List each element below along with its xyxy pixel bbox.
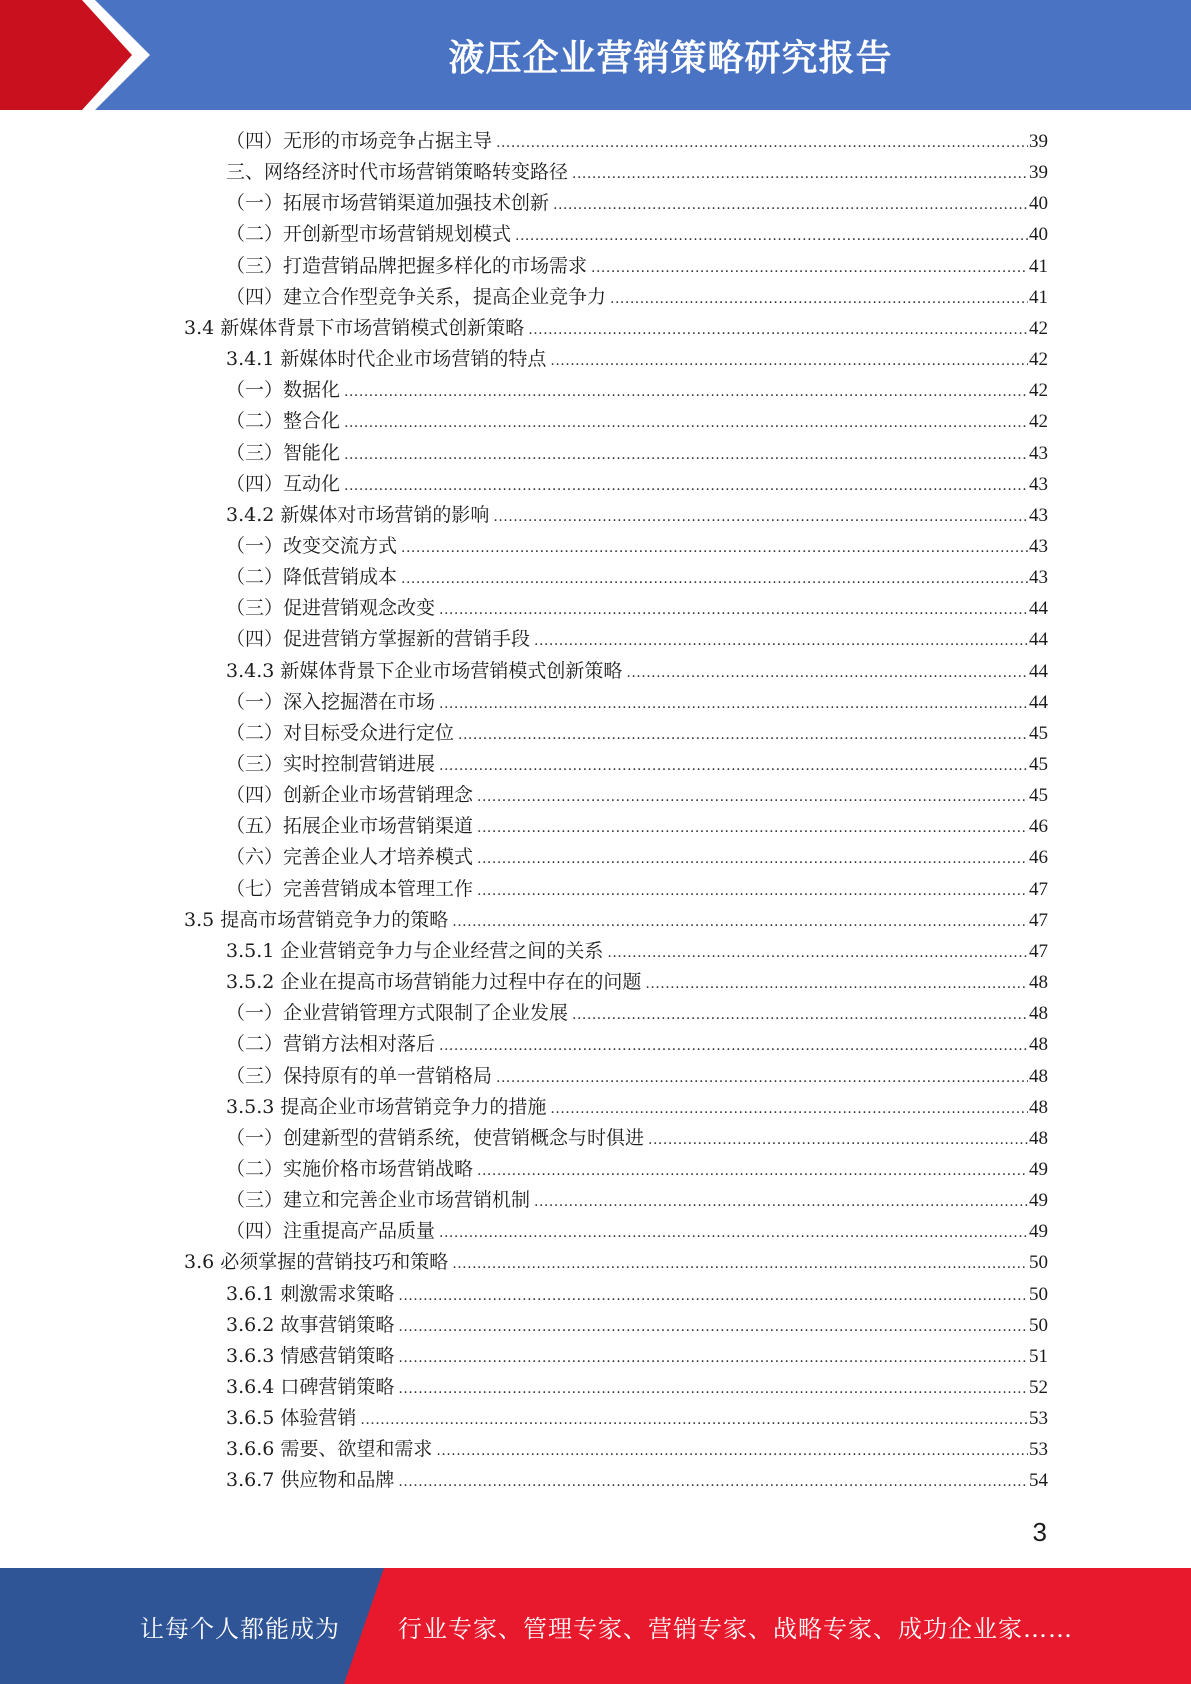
toc-entry-page: 41: [1029, 287, 1048, 308]
toc-dot-leader: [645, 969, 1028, 1000]
toc-dot-leader: [534, 1187, 1028, 1218]
toc-entry-page: 45: [1029, 754, 1048, 775]
toc-entry-label: （一）数据化: [226, 379, 341, 401]
toc-entry[interactable]: [226, 1185, 1048, 1216]
toc-dot-leader: [344, 408, 1028, 439]
toc-entry-label: 3.4.1 新媒体时代企业市场营销的特点: [226, 348, 547, 370]
toc-entry-label: （二）整合化: [226, 410, 341, 432]
toc-entry-page: 46: [1029, 816, 1048, 837]
toc-entry-label: 3.6.1 刺激需求策略: [226, 1283, 395, 1305]
toc-dot-leader: [477, 782, 1028, 813]
toc-entry-label: （四）促进营销方掌握新的营销手段: [226, 628, 531, 650]
toc-entry-page: 40: [1029, 193, 1048, 214]
toc-entry[interactable]: [226, 780, 1048, 811]
toc-entry-label: （七）完善营销成本管理工作: [226, 878, 474, 900]
toc-entry[interactable]: [226, 1434, 1048, 1465]
toc-entry-page: 43: [1029, 567, 1048, 588]
toc-entry-label: （二）营销方法相对落后: [226, 1033, 436, 1055]
toc-dot-leader: [344, 377, 1028, 408]
toc-dot-leader: [477, 876, 1028, 907]
toc-entry-label: （四）无形的市场竞争占据主导: [226, 130, 493, 152]
toc-entry-page: 49: [1029, 1159, 1048, 1180]
toc-entry-label: （二）降低营销成本: [226, 566, 398, 588]
toc-entry-page: 43: [1029, 536, 1048, 557]
toc-dot-leader: [458, 720, 1028, 751]
toc-entry-label: （一）深入挖掘潜在市场: [226, 691, 436, 713]
toc-dot-leader: [607, 938, 1028, 969]
toc-entry[interactable]: [226, 1279, 1048, 1310]
toc-entry[interactable]: [226, 406, 1048, 437]
toc-entry-page: 48: [1029, 1003, 1048, 1024]
toc-dot-leader: [398, 1343, 1028, 1374]
toc-dot-leader: [360, 1405, 1028, 1436]
toc-entry-label: 3.6.3 情感营销策略: [226, 1345, 395, 1367]
toc-entry-label: （四）建立合作型竞争关系，提高企业竞争力: [226, 286, 607, 308]
toc-entry[interactable]: [226, 593, 1048, 624]
toc-dot-leader: [477, 813, 1028, 844]
toc-dot-leader: [398, 1281, 1028, 1312]
page-header: [0, 0, 1191, 110]
toc-entry-page: 48: [1029, 1034, 1048, 1055]
toc-dot-leader: [477, 844, 1028, 875]
toc-entry-page: 47: [1029, 941, 1048, 962]
toc-entry-label: （三）实时控制营销进展: [226, 753, 436, 775]
toc-dot-leader: [398, 1374, 1028, 1405]
toc-entry[interactable]: [226, 998, 1048, 1029]
toc-dot-leader: [493, 502, 1028, 533]
toc-entry-label: （三）智能化: [226, 442, 341, 464]
toc-entry-page: 42: [1029, 380, 1048, 401]
toc-entry[interactable]: [226, 1154, 1048, 1185]
toc-entry-label: （五）拓展企业市场营销渠道: [226, 815, 474, 837]
toc-entry[interactable]: [226, 375, 1048, 406]
toc-dot-leader: [398, 1467, 1028, 1498]
toc-dot-leader: [626, 658, 1028, 689]
toc-dot-leader: [553, 190, 1028, 221]
toc-entry-page: 50: [1029, 1252, 1048, 1273]
toc-entry-page: 50: [1029, 1284, 1048, 1305]
toc-entry-page: 39: [1029, 162, 1048, 183]
toc-entry-label: 3.5.1 企业营销竞争力与企业经营之间的关系: [226, 940, 604, 962]
toc-dot-leader: [344, 471, 1028, 502]
toc-entry[interactable]: [226, 157, 1048, 188]
toc-entry-page: 44: [1029, 629, 1048, 650]
toc-dot-leader: [401, 564, 1028, 595]
toc-entry[interactable]: [226, 842, 1048, 873]
toc-dot-leader: [398, 1312, 1028, 1343]
toc-entry-label: （四）创新企业市场营销理念: [226, 784, 474, 806]
toc-entry[interactable]: [226, 811, 1048, 842]
toc-dot-leader: [534, 626, 1028, 657]
toc-entry-label: 三、网络经济时代市场营销策略转变路径: [226, 161, 569, 183]
toc-entry-page: 47: [1029, 910, 1048, 931]
toc-entry[interactable]: [226, 1123, 1048, 1154]
toc-entry[interactable]: [226, 936, 1048, 967]
toc-entry-page: 53: [1029, 1408, 1048, 1429]
toc-dot-leader: [591, 253, 1028, 284]
toc-entry-page: 42: [1029, 349, 1048, 370]
toc-entry-label: （四）互动化: [226, 473, 341, 495]
toc-dot-leader: [496, 1063, 1028, 1094]
toc-entry-label: 3.5 提高市场营销竞争力的策略: [184, 909, 449, 931]
toc-entry-page: 48: [1029, 1097, 1048, 1118]
toc-entry-label: 3.4 新媒体背景下市场营销模式创新策略: [184, 317, 525, 339]
toc-entry[interactable]: [226, 749, 1048, 780]
toc-entry[interactable]: [226, 656, 1048, 687]
toc-entry-page: 49: [1029, 1190, 1048, 1211]
toc-entry[interactable]: [226, 874, 1048, 905]
toc-entry-label: （三）促进营销观念改变: [226, 597, 436, 619]
toc-entry[interactable]: [226, 1092, 1048, 1123]
toc-entry[interactable]: [184, 905, 1048, 936]
toc-entry[interactable]: [184, 313, 1048, 344]
page-number: 3: [1032, 1517, 1047, 1547]
toc-entry-label: （三）建立和完善企业市场营销机制: [226, 1189, 531, 1211]
toc-entry-label: 3.6.7 供应物和品牌: [226, 1469, 395, 1491]
toc-entry[interactable]: [226, 251, 1048, 282]
toc-entry-page: 44: [1029, 692, 1048, 713]
toc-entry-label: 3.5.3 提高企业市场营销竞争力的措施: [226, 1096, 547, 1118]
footer-slogan-right: 行业专家、管理专家、营销专家、战略专家、成功企业家……: [398, 1614, 1073, 1643]
toc-entry[interactable]: [226, 967, 1048, 998]
toc-dot-leader: [344, 440, 1028, 471]
toc-dot-leader: [496, 128, 1028, 159]
toc-entry-page: 47: [1029, 879, 1048, 900]
toc-entry-page: 40: [1029, 224, 1048, 245]
footer-slogan-left: 让每个人都能成为: [140, 1614, 340, 1643]
toc-dot-leader: [436, 1436, 1028, 1467]
document-title: 液压企业营销策略研究报告: [448, 37, 893, 79]
toc-dot-leader: [439, 1218, 1028, 1249]
toc-entry[interactable]: [226, 344, 1048, 375]
toc-entry[interactable]: [226, 188, 1048, 219]
toc-entry[interactable]: [226, 624, 1048, 655]
toc-entry-label: 3.6.4 口碑营销策略: [226, 1376, 395, 1398]
toc-entry-label: （二）对目标受众进行定位: [226, 722, 455, 744]
toc-entry[interactable]: [226, 469, 1048, 500]
toc-entry[interactable]: [226, 1029, 1048, 1060]
toc-entry-label: （二）实施价格市场营销战略: [226, 1158, 474, 1180]
toc-dot-leader: [528, 315, 1028, 346]
toc-entry-label: 3.6 必须掌握的营销技巧和策略: [184, 1251, 449, 1273]
toc-entry-label: 3.6.5 体验营销: [226, 1407, 357, 1429]
toc-dot-leader: [439, 595, 1028, 626]
toc-dot-leader: [439, 1031, 1028, 1062]
toc-dot-leader: [515, 221, 1028, 252]
toc-entry-page: 44: [1029, 661, 1048, 682]
toc-entry-page: 50: [1029, 1315, 1048, 1336]
toc-entry-label: 3.6.2 故事营销策略: [226, 1314, 395, 1336]
toc-entry-page: 53: [1029, 1439, 1048, 1460]
toc-entry[interactable]: [226, 219, 1048, 250]
toc-entry-page: 39: [1029, 131, 1048, 152]
toc-entry-page: 43: [1029, 505, 1048, 526]
toc-entry-page: 45: [1029, 723, 1048, 744]
toc-dot-leader: [452, 1249, 1028, 1280]
toc-entry-page: 45: [1029, 785, 1048, 806]
toc-entry-page: 41: [1029, 256, 1048, 277]
toc-entry-page: 54: [1029, 1470, 1048, 1491]
toc-entry[interactable]: [226, 126, 1048, 157]
toc-entry[interactable]: [226, 1372, 1048, 1403]
toc-entry-page: 49: [1029, 1221, 1048, 1242]
toc-entry[interactable]: [226, 531, 1048, 562]
toc-dot-leader: [550, 1094, 1028, 1125]
toc-entry-label: （四）注重提高产品质量: [226, 1220, 436, 1242]
toc-entry-page: 48: [1029, 1066, 1048, 1087]
toc-entry-label: （一）企业营销管理方式限制了企业发展: [226, 1002, 569, 1024]
toc-entry-page: 48: [1029, 972, 1048, 993]
toc-entry-label: 3.6.6 需要、欲望和需求: [226, 1438, 433, 1460]
header-arrow-decoration: [0, 0, 160, 110]
toc-entry[interactable]: [226, 438, 1048, 469]
toc-dot-leader: [572, 1000, 1028, 1031]
toc-dot-leader: [439, 751, 1028, 782]
toc-entry-page: 42: [1029, 318, 1048, 339]
toc-entry-page: 43: [1029, 474, 1048, 495]
toc-entry-page: 42: [1029, 411, 1048, 432]
toc-entry-label: （三）打造营销品牌把握多样化的市场需求: [226, 255, 588, 277]
toc-entry[interactable]: [226, 1061, 1048, 1092]
toc-entry-page: 44: [1029, 598, 1048, 619]
toc-entry-label: 3.4.2 新媒体对市场营销的影响: [226, 504, 490, 526]
toc-dot-leader: [648, 1125, 1028, 1156]
toc-entry[interactable]: [226, 282, 1048, 313]
toc-dot-leader: [477, 1156, 1028, 1187]
toc-entry-page: 52: [1029, 1377, 1048, 1398]
toc-dot-leader: [439, 689, 1028, 720]
toc-entry-label: 3.5.2 企业在提高市场营销能力过程中存在的问题: [226, 971, 642, 993]
toc-entry-label: （二）开创新型市场营销规划模式: [226, 223, 512, 245]
toc-entry-label: （一）创建新型的营销系统，使营销概念与时俱进: [226, 1127, 645, 1149]
toc-entry-page: 51: [1029, 1346, 1048, 1367]
toc-dot-leader: [610, 284, 1028, 315]
toc-entry[interactable]: [226, 500, 1048, 531]
toc-entry-label: （一）改变交流方式: [226, 535, 398, 557]
toc-entry[interactable]: [184, 1247, 1048, 1278]
toc-entry-page: 46: [1029, 847, 1048, 868]
toc-entry[interactable]: [226, 562, 1048, 593]
toc-entry[interactable]: [226, 1403, 1048, 1434]
toc-entry-label: （三）保持原有的单一营销格局: [226, 1065, 493, 1087]
page-footer: [0, 1568, 1191, 1684]
toc-entry[interactable]: [226, 687, 1048, 718]
toc-entry[interactable]: [226, 1216, 1048, 1247]
toc-entry[interactable]: [226, 718, 1048, 749]
toc-entry-label: 3.4.3 新媒体背景下企业市场营销模式创新策略: [226, 660, 623, 682]
toc-entry-page: 48: [1029, 1128, 1048, 1149]
toc-entry[interactable]: [226, 1465, 1048, 1496]
toc-dot-leader: [452, 907, 1028, 938]
toc-dot-leader: [401, 533, 1028, 564]
toc-entry[interactable]: [226, 1310, 1048, 1341]
toc-entry[interactable]: [226, 1341, 1048, 1372]
toc-dot-leader: [572, 159, 1028, 190]
toc-dot-leader: [550, 346, 1028, 377]
toc-entry-label: （一）拓展市场营销渠道加强技术创新: [226, 192, 550, 214]
toc-entry-page: 43: [1029, 443, 1048, 464]
toc-entry-label: （六）完善企业人才培养模式: [226, 846, 474, 868]
